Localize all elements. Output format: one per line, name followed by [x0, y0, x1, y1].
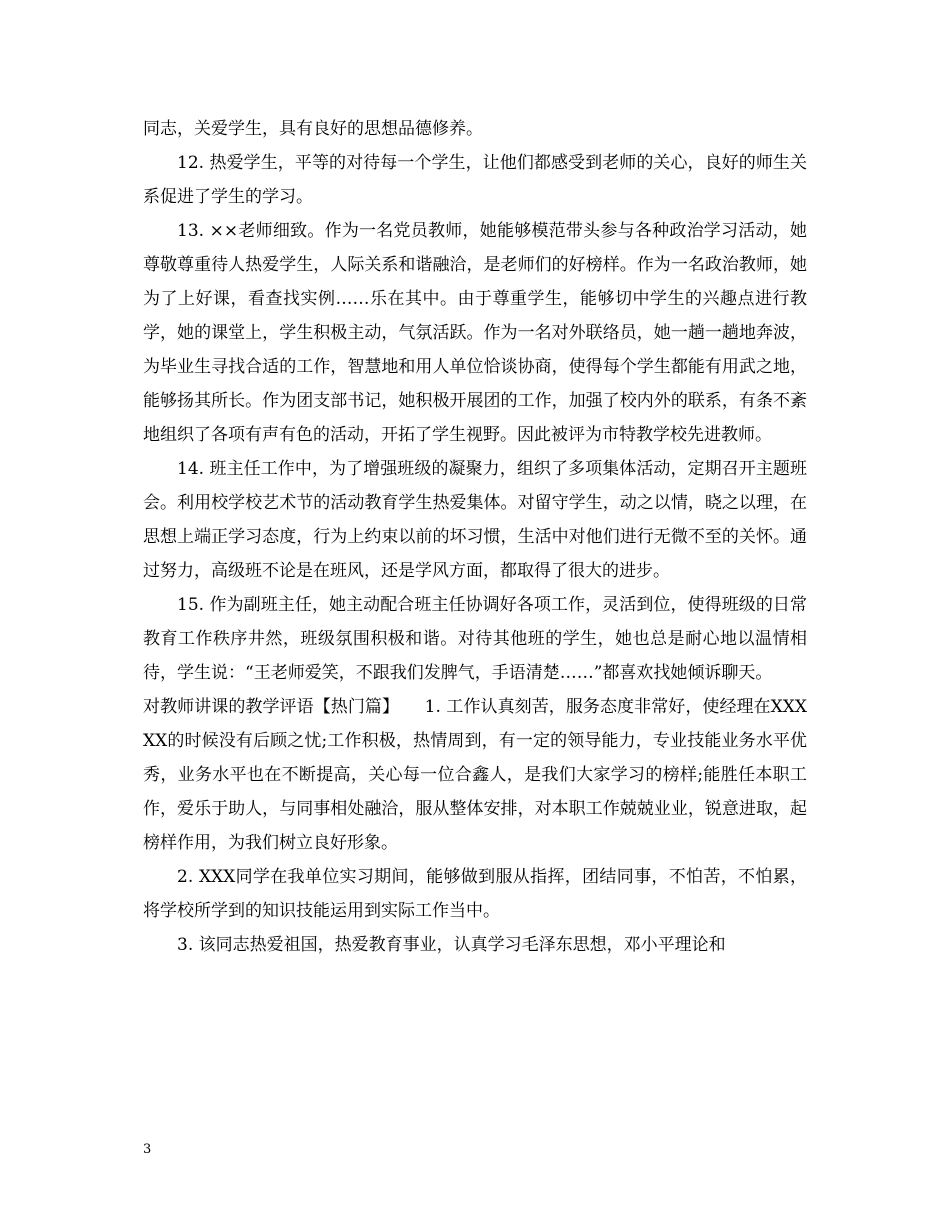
paragraph-7: 2. XXX同学在我单位实习期间，能够做到服从指挥，团结同事，不怕苦，不怕累，将学校所学到的知识技能运用到实际工作当中。: [143, 867, 807, 921]
document-body: [143, 112, 807, 962]
paragraph-3: 13. ××老师细致。作为一名党员教师，她能够模范带头参与各种政治学习活动，她尊敬尊重待人热爱学生，人际关系和谐融洽，是老师们的好榜样。作为一名政治教师，她为了上好课，看查找实例……乐在其中。由于尊重学生，能够切中学生的兴趣点进行教学，她的课堂上，学生积极主动，气氛活跃。作为一名对外联络员，她一趟一趟地奔波，为毕业生寻找合适的工作，智慧地和用人单位恰谈协商，使得每个学生都能有用武之地，能够扬其所长。作为团支部书记，她积极开展团的工作，加强了校内外的联系，有条不紊地组织了各项有声有色的活动，开拓了学生视野。因此被评为市特教学校先进教师。: [143, 221, 807, 445]
paragraph-8: 3. 该同志热爱祖国，热爱教育事业，认真学习毛泽东思想，邓小平理论和: [177, 935, 726, 955]
paragraph-6: 对教师讲课的教学评语【热门篇】 1. 工作认真刻苦，服务态度非常好，使经理在XXXXX的时候没有后顾之忧;工作积极，热情周到，有一定的领导能力，专业技能业务水平优秀，业务水平也在不断提高，关心每一位合鑫人，是我们大家学习的榜样;能胜任本职工作，爱乐于助人，与同事相处融洽，服从整体安排，对本职工作兢兢业业，锐意进取，起榜样作用，为我们树立良好形象。: [143, 697, 807, 853]
paragraph-1: 同志，关爱学生，具有良好的思想品德修养。: [143, 119, 483, 139]
paragraph-5: 15. 作为副班主任，她主动配合班主任协调好各项工作，灵活到位，使得班级的日常教育工作秩序井然，班级氛围积极和谐。对待其他班的学生，她也总是耐心地以温情相待，学生说：“王老师爱笑，不跟我们发脾气，手语清楚……”都喜欢找她倾诉聊天。: [143, 595, 807, 683]
paragraph-2: 12. 热爱学生，平等的对待每一个学生，让他们都感受到老师的关心，良好的师生关系促进了学生的学习。: [143, 153, 807, 207]
paragraph-4: 14. 班主任工作中，为了增强班级的凝聚力，组织了多项集体活动，定期召开主题班会。利用校学校艺术节的活动教育学生热爱集体。对留守学生，动之以情，晓之以理，在思想上端正学习态度，行为上约束以前的坏习惯，生活中对他们进行无微不至的关怀。通过努力，高级班不论是在班风，还是学风方面，都取得了很大的进步。: [143, 459, 807, 581]
page-number: 3: [143, 1142, 152, 1157]
